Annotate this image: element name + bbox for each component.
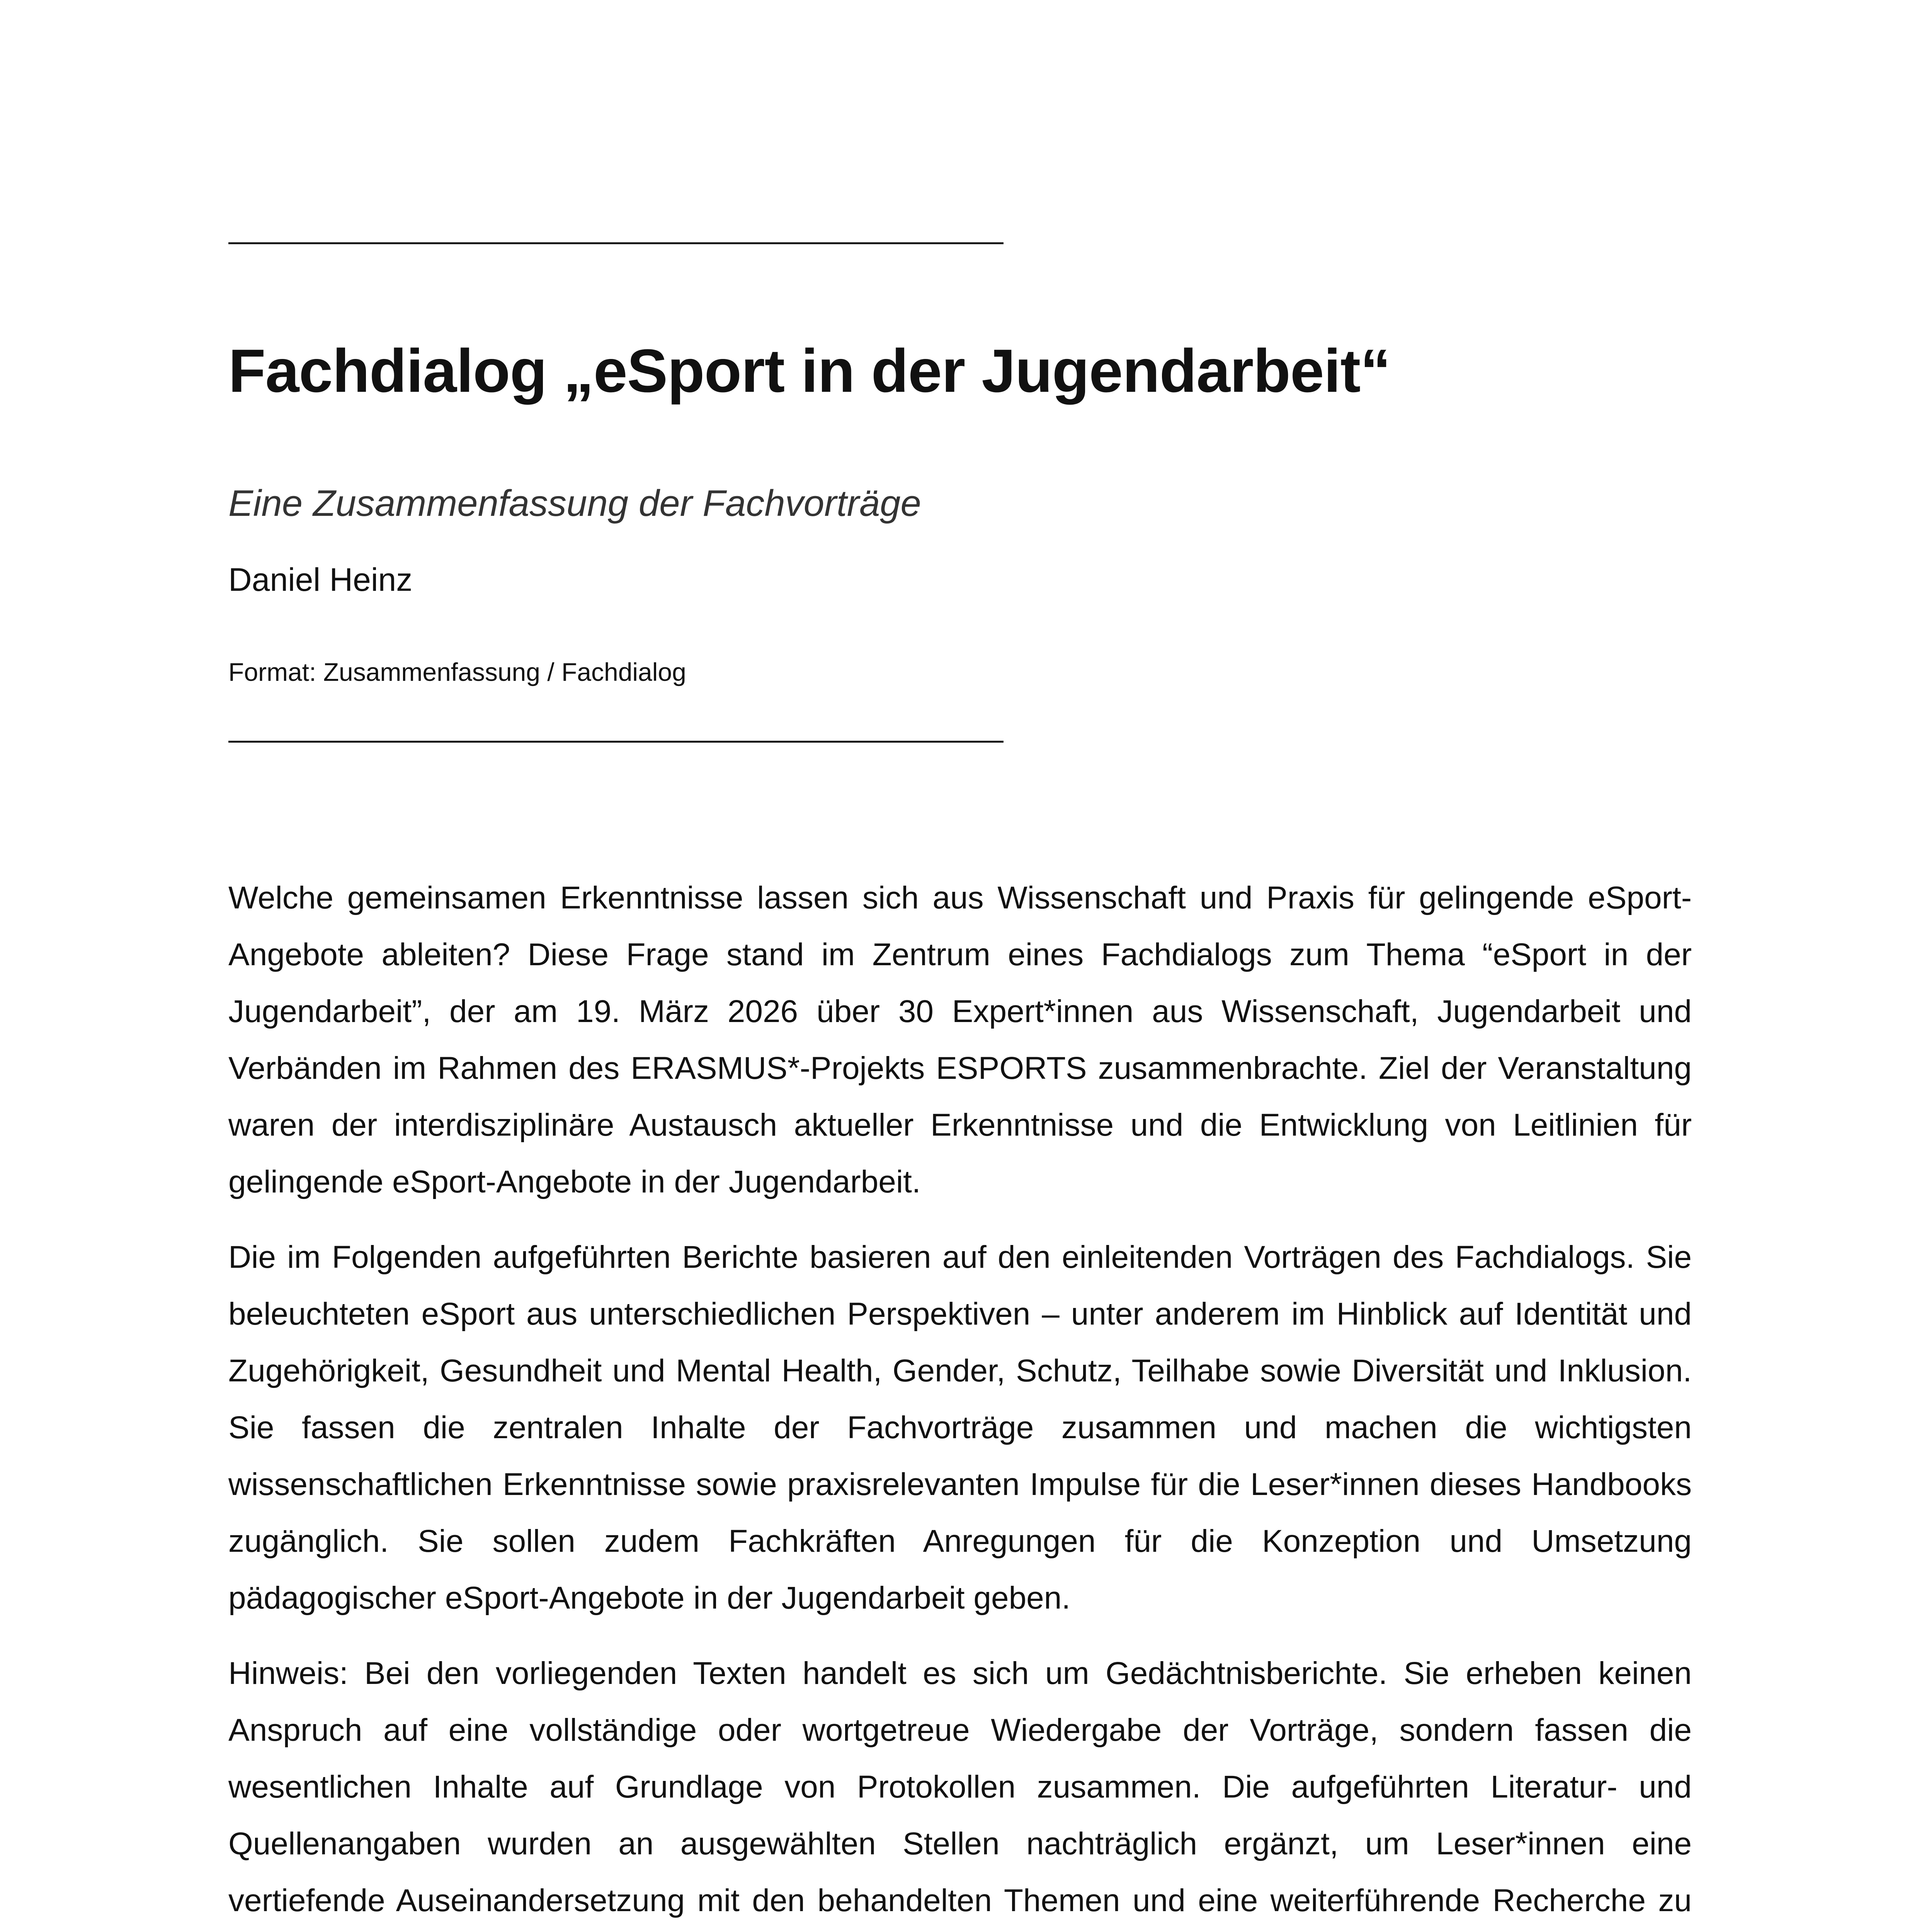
paragraph-note: Hinweis: Bei den vorliegenden Texten handelt es sich um Gedächtnisberichte. Sie erheben keinen Anspruch auf eine vollständige oder wortgetreue Wiedergabe der Vorträge, sondern fassen die wesentlichen Inhalte auf Grundlage von Protokollen zusammen. Die aufgeführten Literatur- und Quellenangaben wurden an ausgewählten Stellen nachträglich ergänzt, um Leser*innen eine vertiefende Auseinandersetzung mit den behandelten Themen und eine weiterführende Recherche zu: [228, 1656, 1692, 1918]
document-subtitle: Eine Zusammenfassung der Fachvorträge: [228, 483, 921, 524]
paragraph-reports: Die im Folgenden aufgeführten Berichte basieren auf den einleitenden Vorträgen des Fachdialogs. Sie beleuchteten eSport aus unterschiedlichen Perspektiven – unter anderem im Hinblick auf Identität und Zugehörigkeit, Gesundheit und Mental Health, Gender, Schutz, Teilhabe sowie Diversität und Inklusion. Sie fassen die zentralen Inhalte der Fachvorträge zusammen und machen die wichtigsten wissenschaftlichen Erkenntnisse sowie praxisrelevanten Impulse für die Leser*innen dieses Handbooks zugänglich. Sie sollen zudem Fachkräften Anregungen für die Konzeption und Umsetzung pädagogischer eSport-Angebote in der Jugendarbeit geben.: [228, 1240, 1692, 1616]
author-name: Daniel Heinz: [228, 561, 413, 598]
paragraph-intro: Welche gemeinsamen Erkenntnisse lassen sich aus Wissenschaft und Praxis für gelingende eSport-Angebote ableiten? Diese Frage stand im Zentrum eines Fachdialogs zum Thema “eSport in der Jugendarbeit”, der am 19. März 2026 über 30 Expert*innen aus Wissenschaft, Jugendarbeit und Verbänden im Rahmen des ERASMUS*-Projekts ESPORTS zusammenbrachte. Ziel der Veranstaltung waren der interdisziplinäre Austausch aktueller Erkenntnisse und die Entwicklung von Leitlinien für gelingende eSport-Angebote in der Jugendarbeit.: [228, 880, 1692, 1199]
body-text: [228, 869, 1692, 1932]
top-divider: [228, 242, 1004, 244]
format-line: Format: Zusammenfassung / Fachdialog: [228, 658, 686, 686]
document-title: Fachdialog „eSport in der Jugendarbeit“: [228, 337, 1391, 405]
header-divider: [228, 741, 1004, 743]
